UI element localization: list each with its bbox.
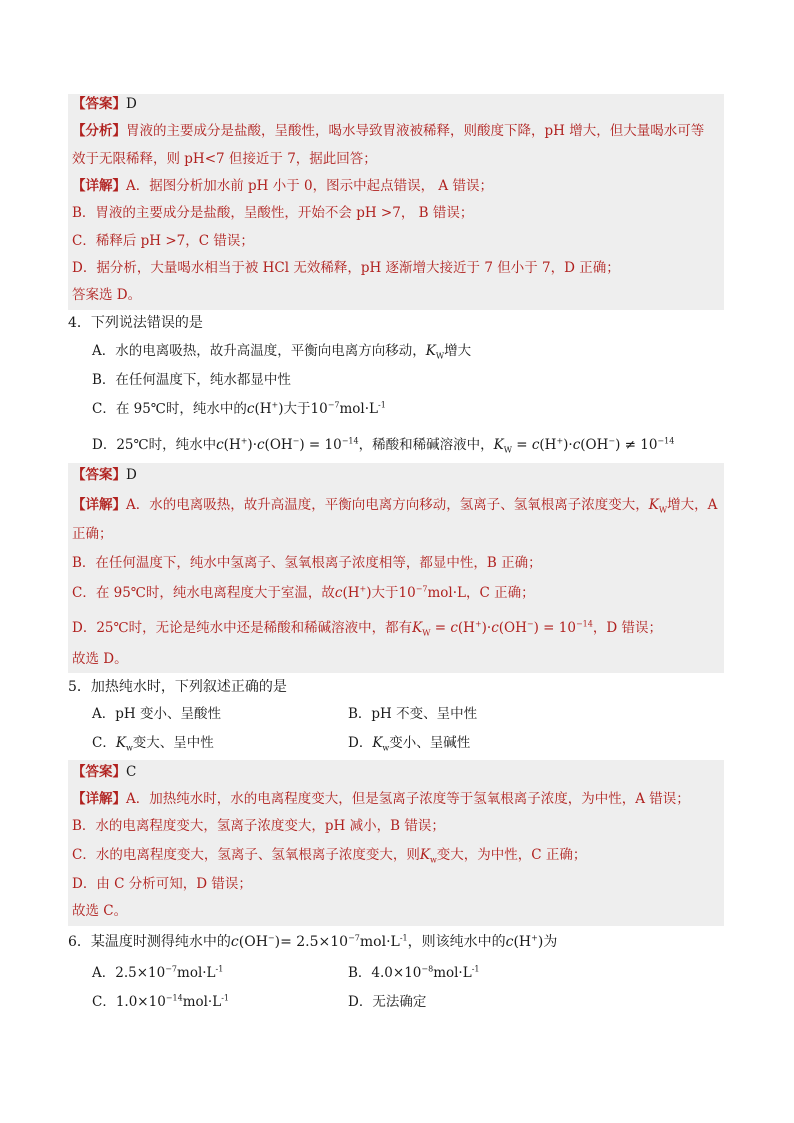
q5-option-d: D．$K_w$变小、呈碱性 — [348, 735, 471, 753]
block1-analysis-line2: 效于无限稀释，则 pH<7 但接近于 7，据此回答； — [72, 151, 377, 167]
detail-tag: 【详解】 — [72, 178, 126, 194]
b2-c-pre: C．在 95℃时，纯水电离程度大于室温，故 — [72, 585, 335, 601]
block1-detail-line1 — [72, 178, 493, 194]
q6-a-unit: mol·L — [177, 965, 216, 981]
block1-conclusion: 答案选 D。 — [72, 287, 142, 303]
q4-option-a-text: A．水的电离吸热，故升高温度，平衡向电离方向移动， — [92, 343, 426, 359]
block1-answer-line — [72, 96, 137, 112]
q4-c-mid: 大于 — [283, 401, 311, 417]
q6-stem-unit-exp: -1 — [399, 933, 408, 943]
q6-b-exp: −8 — [421, 964, 434, 974]
q6-c-unit-exp: -1 — [221, 993, 229, 1003]
q5-d-text: 变小、呈碱性 — [389, 735, 471, 751]
answer-block-3 — [68, 760, 724, 926]
q4-option-b: B．在任何温度下，纯水都显中性 — [92, 372, 291, 388]
q5-c-text: 变大、呈中性 — [132, 735, 214, 751]
detail-text-1-end: 增大，A — [667, 497, 718, 513]
block2-detail-line1: 【详解】A．水的电离吸热，故升高温度，平衡向电离方向移动，氢离子、氢氧根离子浓度变大，$K_W$增大，A — [72, 497, 718, 515]
answer-value: C — [126, 764, 137, 780]
answer-tag: 【答案】 — [72, 96, 126, 112]
block3-line-b: B．水的电离程度变大，氢离子浓度变大，pH 减小，B 错误； — [72, 818, 445, 834]
b2-d-pre: D．25℃时，无论是纯水中还是稀酸和稀碱溶液中，都有 — [72, 620, 413, 636]
block3-line-c: C．水的电离程度变大，氢离子、氢氧根离子浓度变大，则$K_w$变大，为中性，C 正确； — [72, 847, 587, 865]
b2-d-exp: −14 — [575, 619, 593, 629]
q6-c-exp: −14 — [165, 993, 183, 1003]
analysis-text-1: 胃液的主要成分是盐酸，呈酸性，喝水导致胃液被稀释，则酸度下降，pH 增大，但大量喝水可等 — [126, 123, 705, 139]
q5-c-prefix: C． — [92, 735, 116, 751]
block1-line-d: D．据分析，大量喝水相当于被 HCl 无效稀释，pH 逐渐增大接近于 7 但小于 7，D 正确； — [72, 260, 620, 276]
block1-analysis-line1 — [72, 123, 704, 139]
q6-stem-end: 为 — [543, 934, 558, 950]
q6-option-d: D．无法确定 — [348, 994, 427, 1010]
q6-b-unit: mol·L — [433, 965, 472, 981]
answer-value: D — [126, 96, 137, 112]
b3-c-end: 变大，为中性，C 正确； — [436, 847, 587, 863]
q4-c-pre: C．在 95℃时，纯水中的 — [92, 401, 247, 417]
detail-text-1: A．水的电离吸热，故升高温度，平衡向电离方向移动，氢离子、氢氧根离子浓度变大， — [126, 497, 649, 513]
q6-stem: 6．某温度时测得纯水中的$c(OH^-)= 2.5\times 10^{-7}mol\cdot L^{-1}$，则该纯水中的c(H+)为 — [68, 933, 558, 950]
kw-symbol: K — [425, 343, 436, 359]
block2-line-d: D．25℃时，无论是纯水中还是稀酸和稀碱溶液中，都有$K_W = c(H^+)\cdot c(OH^-) = 10^{-14}$，D 错误； — [72, 619, 662, 638]
block2-conclusion: 故选 D。 — [72, 651, 128, 667]
block2-line-b: B．在任何温度下，纯水中氢离子、氢氧根离子浓度相等，都显中性，B 正确； — [72, 555, 542, 571]
q4-d-mid: ，稀酸和稀碱溶液中， — [358, 437, 494, 453]
q6-b-unit-exp: -1 — [471, 964, 480, 974]
block3-conclusion: 故选 C。 — [72, 903, 128, 919]
q6-stem-pre: 6．某温度时测得纯水中的 — [68, 934, 231, 950]
detail-text-1: A．加热纯水时，水的电离程度变大，但是氢离子浓度等于氢氧根离子浓度，为中性，A 错误； — [126, 791, 690, 807]
block2-line-c: C．在 95℃时，纯水电离程度大于室温，故c(H+)大于$10^{-7}mol\cdot L$，C 正确； — [72, 584, 535, 601]
answer-tag: 【答案】 — [72, 467, 126, 483]
q6-option-a — [92, 965, 223, 981]
q4-option-a-end: 增大 — [444, 343, 472, 359]
b2-d-end: ，D 错误； — [592, 620, 662, 636]
q4-c-unit: mol·L — [339, 401, 378, 417]
q5-stem: 5．加热纯水时，下列叙述正确的是 — [68, 679, 287, 695]
q6-a-exp: −7 — [165, 964, 178, 974]
q4-c-unit-exp: -1 — [378, 400, 386, 410]
q5-d-prefix: D． — [348, 735, 373, 751]
q6-stem-val: = 2.5×10 — [280, 934, 349, 950]
q6-c-unit: mol·L — [182, 994, 222, 1010]
block3-detail-line1 — [72, 791, 690, 807]
q6-a-unit-exp: -1 — [215, 964, 224, 974]
q4-option-d: D．25℃时，纯水中$c(H^+)\cdot c(OH^-) = 10^{-14}$，稀酸和稀碱溶液中，$K_W = c(H^+)\cdot c(OH^-) \ne 10^{-14}$ — [92, 436, 675, 455]
q6-option-c — [92, 994, 229, 1010]
q6-c-text: C．1.0×10 — [92, 994, 166, 1010]
b2-c-exp: −7 — [415, 584, 428, 594]
answer-value: D — [126, 467, 137, 483]
block2-answer-line — [72, 467, 137, 483]
b3-c-pre: C．水的电离程度变大，氢离子、氢氧根离子浓度变大，则 — [72, 847, 420, 863]
block2-line2: 正确； — [72, 526, 113, 542]
block1-line-b: B．胃液的主要成分是盐酸，呈酸性，开始不会 pH >7， B 错误； — [72, 205, 474, 221]
block1-line-c: C．稀释后 pH >7，C 错误； — [72, 233, 254, 249]
analysis-tag: 【分析】 — [72, 123, 126, 139]
q4-d-exp2: −14 — [657, 436, 675, 446]
detail-tag: 【详解】 — [72, 497, 126, 513]
answer-tag: 【答案】 — [72, 764, 126, 780]
q6-a-text: A．2.5×10 — [92, 965, 166, 981]
b2-c-end: mol·L，C 正确； — [427, 585, 535, 601]
q6-option-b — [348, 965, 480, 981]
q6-stem-mid: ，则该纯水中的 — [407, 934, 506, 950]
q4-stem: 4．下列说法错误的是 — [68, 315, 203, 331]
q4-c-exp: −7 — [327, 400, 340, 410]
q5-option-c: C．$K_w$变大、呈中性 — [92, 735, 214, 753]
q5-option-b: B．pH 不变、呈中性 — [348, 706, 478, 722]
block3-answer-line — [72, 764, 136, 780]
q6-stem-exp: −7 — [348, 933, 360, 943]
q4-d-pre: D．25℃时，纯水中 — [92, 437, 217, 453]
q4-d-exp1: −14 — [341, 436, 359, 446]
q5-option-a: A．pH 变小、呈酸性 — [92, 706, 221, 722]
b2-c-mid: 大于 — [371, 585, 399, 601]
q6-b-text: B．4.0×10 — [348, 965, 422, 981]
q4-option-a — [92, 343, 471, 359]
q6-stem-unit: mol·L — [359, 934, 400, 950]
detail-tag: 【详解】 — [72, 791, 126, 807]
kw-sub: W — [435, 351, 445, 361]
block3-line-d: D．由 C 分析可知，D 错误； — [72, 876, 252, 892]
detail-text-1: A．据图分析加水前 pH 小于 0，图示中起点错误， A 错误； — [126, 178, 493, 194]
q4-option-c: C．在 95℃时，纯水中的c(H+)大于$10^{-7}mol\cdot L^{-1}$ — [92, 400, 386, 417]
